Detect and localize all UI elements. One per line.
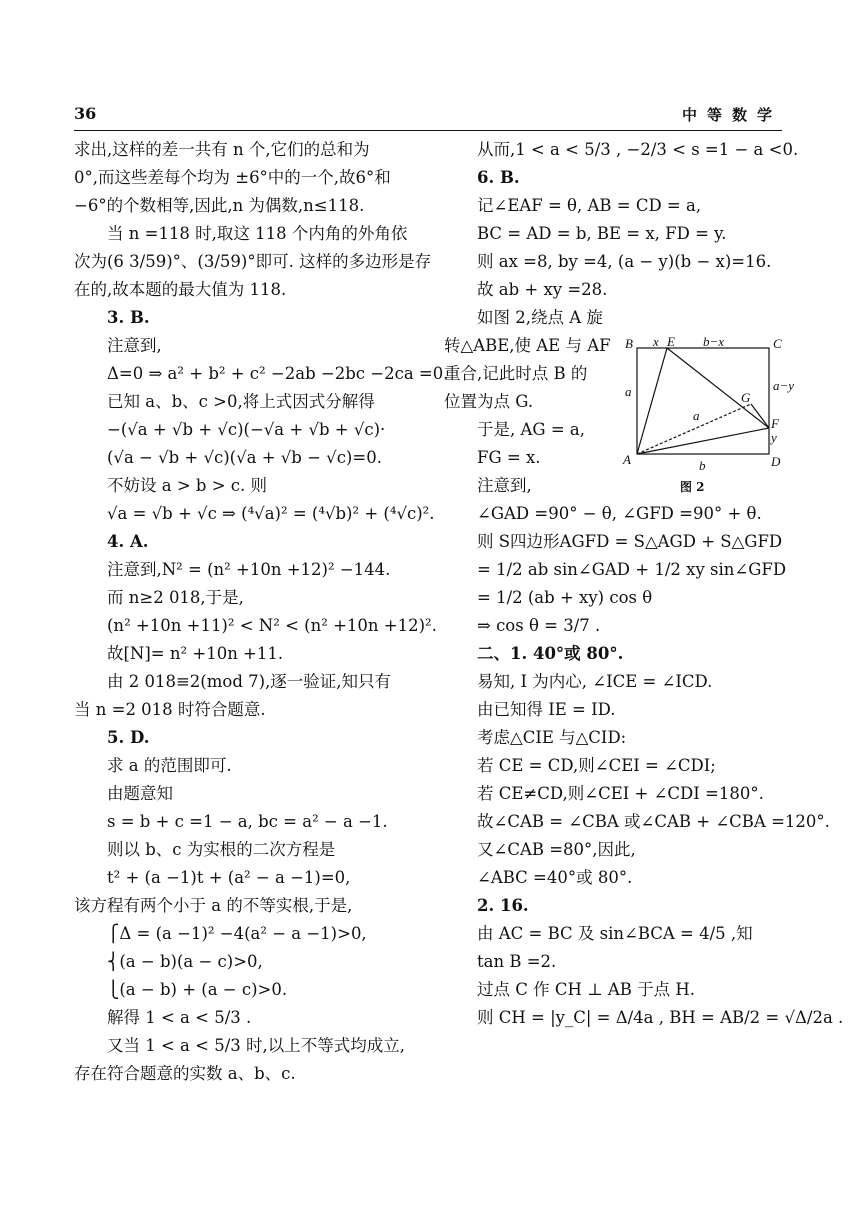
left-text-line: 不妨设 a > b > c. 则 — [107, 476, 268, 495]
left-text-line: ⎩(a − b) + (a − c)>0. — [107, 980, 288, 999]
right-column — [444, 136, 844, 1032]
label-b-minus-x: b−x — [703, 334, 725, 349]
label-F: F — [771, 416, 779, 431]
right-text-line: 注意到, — [477, 476, 532, 495]
right-text-line: tan B =2. — [477, 952, 557, 971]
left-text-line: 而 n≥2 018,于是, — [107, 588, 244, 607]
page-header — [74, 104, 782, 131]
label-A: A — [623, 452, 631, 467]
left-text-line: t² + (a −1)t + (a² − a −1)=0, — [107, 868, 351, 887]
left-text-line: 则以 b、c 为实根的二次方程是 — [107, 840, 336, 859]
right-text-line: ∠GAD =90° − θ, ∠GFD =90° + θ. — [477, 504, 762, 523]
right-text-line: 6. B. — [477, 168, 520, 187]
right-text-line: 二、1. 40°或 80°. — [477, 644, 624, 663]
left-text-line: 在的,故本题的最大值为 118. — [74, 280, 287, 299]
right-text-line: = 1/2 (ab + xy) cos θ — [477, 588, 653, 607]
label-B: B — [625, 336, 633, 351]
right-text-line: 由已知得 IE = ID. — [477, 700, 616, 719]
label-x: x — [653, 334, 659, 349]
segment-EF — [667, 348, 769, 428]
right-text-line: ∠ABC =40°或 80°. — [477, 868, 633, 887]
left-text-line: 当 n =118 时,取这 118 个内角的外角依 — [107, 224, 408, 243]
right-text-line: 如图 2,绕点 A 旋 — [477, 308, 603, 327]
label-D: D — [771, 454, 781, 469]
label-E: E — [667, 334, 675, 349]
right-text-line: 则 ax =8, by =4, (a − y)(b − x)=16. — [477, 252, 772, 271]
left-text-line: √a = √b + √c ⇒ (⁴√a)² = (⁴√b)² + (⁴√c)². — [107, 504, 435, 523]
left-text-line: 注意到,N² = (n² +10n +12)² −144. — [107, 560, 391, 579]
right-text-line: 于是, AG = a, — [477, 420, 585, 439]
right-text-line: = 1/2 ab sin∠GAD + 1/2 xy sin∠GFD — [477, 560, 787, 579]
left-text-line: 5. D. — [107, 728, 150, 747]
label-C: C — [773, 336, 782, 351]
left-text-line: −6°的个数相等,因此,n 为偶数,n≤118. — [74, 196, 365, 215]
left-text-line: 该方程有两个小于 a 的不等实根,于是, — [74, 896, 353, 915]
right-text-line: 转△ABE,使 AE 与 AF — [444, 336, 611, 355]
left-column — [74, 136, 449, 1088]
right-text-line: 则 CH = |y_C| = Δ/4a , BH = AB/2 = √Δ/2a . — [477, 1008, 844, 1027]
left-text-line: s = b + c =1 − a, bc = a² − a −1. — [107, 812, 388, 831]
left-text-line: (√a − √b + √c)(√a + √b − √c)=0. — [107, 448, 382, 467]
right-text-line: 2. 16. — [477, 896, 529, 915]
page-number: 36 — [74, 104, 97, 123]
left-text-line: (n² +10n +11)² < N² < (n² +10n +12)². — [107, 616, 437, 635]
left-text-line: 注意到, — [107, 336, 162, 355]
right-text-line: FG = x. — [477, 448, 541, 467]
right-text-line: 易知, I 为内心, ∠ICE = ∠ICD. — [477, 672, 713, 691]
left-text-line: 次为(6 3/59)°、(3/59)°即可. 这样的多边形是存 — [74, 252, 432, 271]
left-text-line: 存在符合题意的实数 a、b、c. — [74, 1064, 296, 1083]
right-text-line: 从而,1 < a < 5/3 , −2/3 < s =1 − a <0. — [477, 140, 799, 159]
figure-2-diagram — [623, 330, 795, 500]
left-text-line: 求出,这样的差一共有 n 个,它们的总和为 — [74, 140, 370, 159]
right-text-line: 故 ab + xy =28. — [477, 280, 608, 299]
right-text-line: 由 AC = BC 及 sin∠BCA = 4/5 ,知 — [477, 924, 753, 943]
journal-title: 中等数学 — [681, 106, 782, 124]
left-text-line: 解得 1 < a < 5/3 . — [107, 1008, 252, 1027]
right-text-line: ⇒ cos θ = 3/7 . — [477, 616, 601, 635]
label-a-left: a — [625, 384, 632, 399]
label-G: G — [741, 390, 751, 405]
right-text-line: 记∠EAF = θ, AB = CD = a, — [477, 196, 702, 215]
left-text-line: 由题意知 — [107, 784, 173, 803]
right-text-line: 过点 C 作 CH ⊥ AB 于点 H. — [477, 980, 696, 999]
left-text-line: 又当 1 < a < 5/3 时,以上不等式均成立, — [107, 1036, 405, 1055]
left-text-line: ⎧Δ = (a −1)² −4(a² − a −1)>0, — [107, 924, 367, 943]
left-text-line: 求 a 的范围即可. — [107, 756, 232, 775]
left-text-line: 已知 a、b、c >0,将上式因式分解得 — [107, 392, 375, 411]
left-text-line: 故[N]= n² +10n +11. — [107, 644, 284, 663]
left-text-line: 3. B. — [107, 308, 150, 327]
label-a-minus-y: a−y — [773, 378, 795, 393]
left-text-line: 0°,而这些差每个均为 ±6°中的一个,故6°和 — [74, 168, 391, 187]
segment-AE — [637, 348, 667, 454]
left-text-line: 由 2 018≡2(mod 7),逐一验证,知只有 — [107, 672, 392, 691]
segment-AF — [637, 428, 769, 454]
right-text-line: 重合,记此时点 B 的 — [444, 364, 588, 383]
right-text-line: 则 S四边形AGFD = S△AGD + S△GFD — [477, 532, 783, 551]
left-text-line: 4. A. — [107, 532, 149, 551]
label-b: b — [699, 458, 706, 473]
label-y: y — [771, 430, 777, 445]
right-text-line: 若 CE≠CD,则∠CEI + ∠CDI =180°. — [477, 784, 764, 803]
right-text-line: 又∠CAB =80°,因此, — [477, 840, 636, 859]
right-text-line: 若 CE = CD,则∠CEI = ∠CDI; — [477, 756, 716, 775]
left-text-line: ⎨(a − b)(a − c)>0, — [107, 952, 263, 971]
left-text-line: −(√a + √b + √c)(−√a + √b + √c)· — [107, 420, 386, 439]
left-text-line: Δ=0 ⇒ a² + b² + c² −2ab −2bc −2ca =0. — [107, 364, 449, 383]
right-text-line: 位置为点 G. — [444, 392, 534, 411]
left-text-line: 当 n =2 018 时符合题意. — [74, 700, 266, 719]
label-a-diagonal: a — [693, 408, 700, 423]
right-text-line: 考虑△CIE 与△CID: — [477, 728, 627, 747]
right-text-line: BC = AD = b, BE = x, FD = y. — [477, 224, 727, 243]
right-text-line: 故∠CAB = ∠CBA 或∠CAB + ∠CBA =120°. — [477, 812, 830, 831]
figure-caption: 图 2 — [680, 480, 705, 494]
